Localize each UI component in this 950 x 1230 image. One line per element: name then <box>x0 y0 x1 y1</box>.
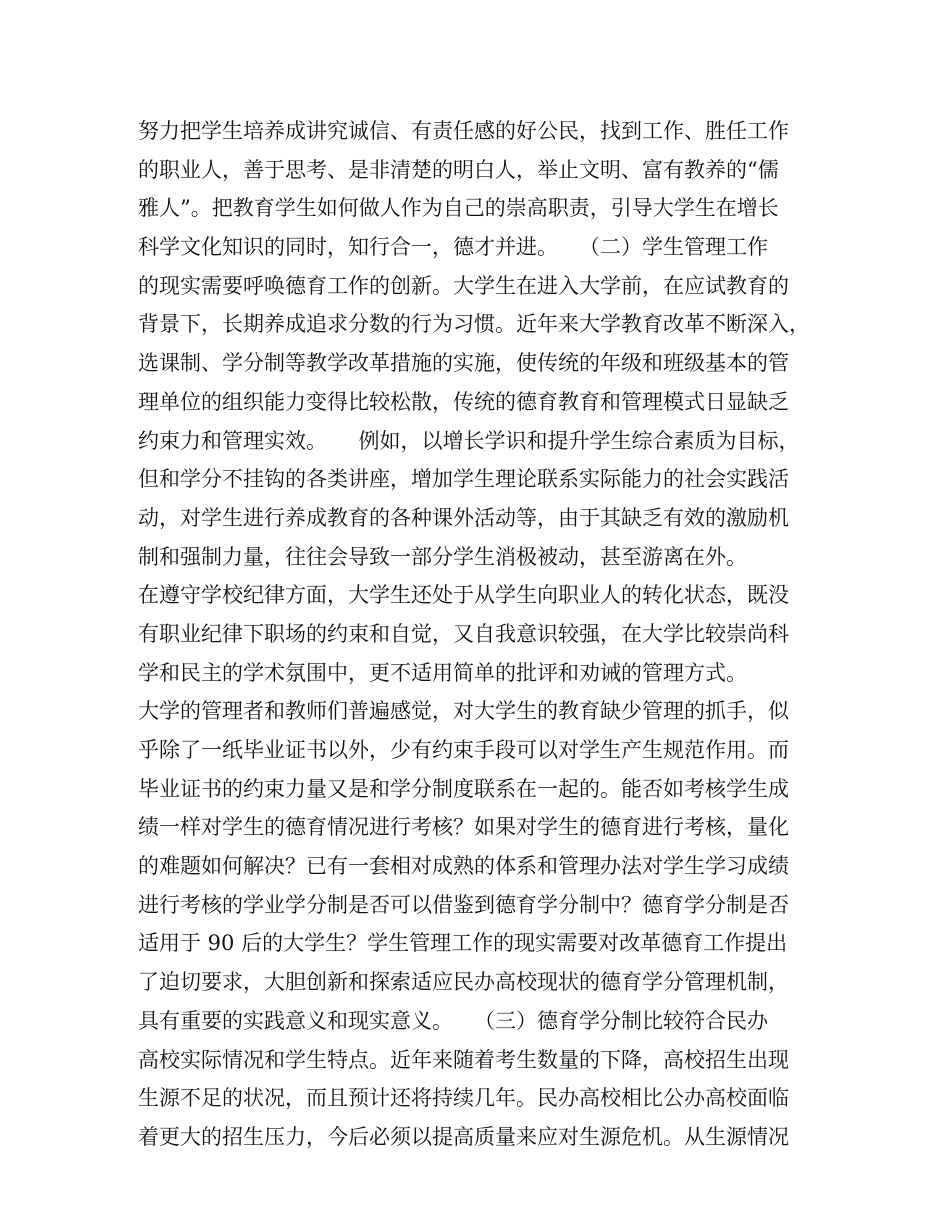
text-line: 的现实需要呼唤德育工作的创新。大学生在进入大学前，在应试教育的 <box>138 273 789 298</box>
text-line: 毕业证书的约束力量又是和学分制度联系在一起的。能否如考核学生成 <box>138 776 789 801</box>
text-line: 制和强制力量，往往会导致一部分学生消极被动，甚至游离在外。 <box>138 544 747 569</box>
text-line: 科学文化知识的同时，知行合一，德才并进。 （二）学生管理工作 <box>138 235 768 260</box>
text-line: 绩一样对学生的德育情况进行考核？如果对学生的德育进行考核，量化 <box>138 815 789 840</box>
text-line: 背景下，长期养成追求分数的行为习惯。近年来大学教育改革不断深入， <box>138 312 810 337</box>
text-line: 的难题如何解决？已有一套相对成熟的体系和管理办法对学生学习成绩 <box>138 854 789 879</box>
text-line: 选课制、学分制等教学改革措施的实施，使传统的年级和班级基本的管 <box>138 351 789 376</box>
text-line: 了迫切要求，大胆创新和探索适应民办高校现状的德育学分管理机制， <box>138 970 789 995</box>
body-text <box>138 112 838 1157</box>
text-line: 适用于 90 后的大学生？学生管理工作的现实需要对改革德育工作提出 <box>138 931 788 956</box>
text-line: 努力把学生培养成讲究诚信、有责任感的好公民，找到工作、胜任工作 <box>138 119 789 143</box>
text-line: 乎除了一纸毕业证书以外，少有约束手段可以对学生产生规范作用。而 <box>138 738 789 762</box>
text-line: 动，对学生进行养成教育的各种课外活动等，由于其缺乏有效的激励机 <box>138 505 789 530</box>
text-line: 在遵守学校纪律方面，大学生还处于从学生向职业人的转化状态，既没 <box>138 583 789 608</box>
text-line: 的职业人，善于思考、是非清楚的明白人，举止文明、富有教养的“儒 <box>138 157 779 182</box>
text-line: 大学的管理者和教师们普遍感觉，对大学生的教育缺少管理的抓手，似 <box>138 699 789 724</box>
text-line: 学和民主的学术氛围中，更不适用简单的批评和劝诫的管理方式。 <box>138 660 747 685</box>
text-line: 理单位的组织能力变得比较松散，传统的德育教育和管理模式日显缺乏 <box>138 389 789 414</box>
text-line: 有职业纪律下职场的约束和自觉，又自我意识较强，在大学比较崇尚科 <box>138 621 789 646</box>
text-line: 着更大的招生压力，今后必须以提高质量来应对生源危机。从生源情况 <box>138 1124 789 1149</box>
text-line: 但和学分不挂钩的各类讲座，增加学生理论联系实际能力的社会实践活 <box>138 467 789 492</box>
text-line: 具有重要的实践意义和现实意义。 （三）德育学分制比较符合民办 <box>138 1008 768 1033</box>
text-line: 进行考核的学业学分制是否可以借鉴到德育学分制中？德育学分制是否 <box>138 892 789 917</box>
text-line: 约束力和管理实效。 例如，以增长学识和提升学生综合素质为目标， <box>138 428 800 453</box>
text-line: 雅人”。把教育学生如何做人作为自己的崇高职责，引导大学生在增长 <box>138 196 779 221</box>
text-line: 生源不足的状况，而且预计还将持续几年。民办高校相比公办高校面临 <box>138 1086 789 1111</box>
text-line: 高校实际情况和学生特点。近年来随着考生数量的下降，高校招生出现 <box>138 1047 789 1072</box>
